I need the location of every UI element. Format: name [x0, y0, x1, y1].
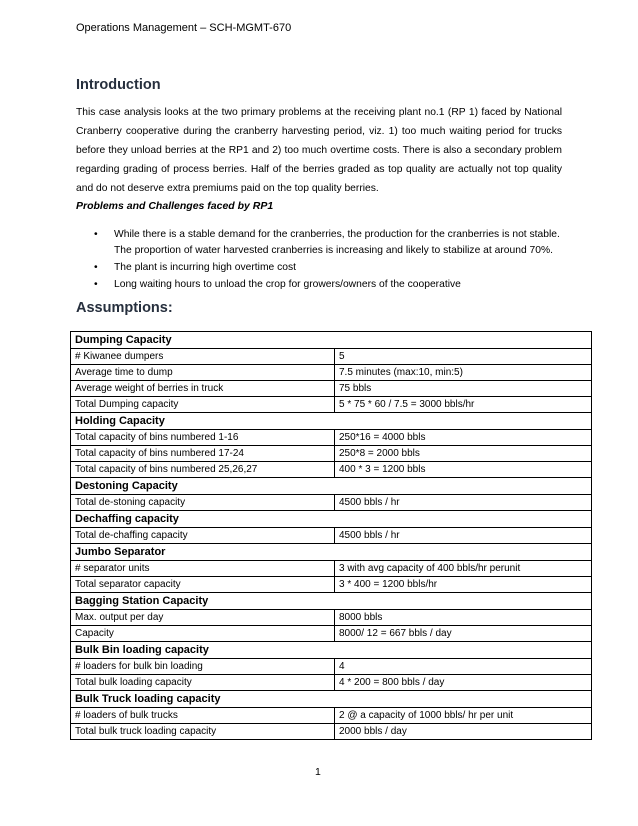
table-row — [71, 577, 592, 593]
table-cell-value: 400 * 3 = 1200 bbls — [335, 462, 592, 478]
table-cell-label: Total Dumping capacity — [71, 397, 335, 413]
section-title: Jumbo Separator — [71, 544, 592, 561]
list-item-text: The plant is incurring high overtime cost — [114, 262, 296, 273]
table-cell-value: 4 * 200 = 800 bbls / day — [335, 675, 592, 691]
section-title: Bagging Station Capacity — [71, 593, 592, 610]
list-item — [94, 260, 564, 276]
section-row — [71, 413, 592, 430]
table-cell-value: 7.5 minutes (max:10, min:5) — [335, 365, 592, 381]
table-row — [71, 659, 592, 675]
section-row — [71, 544, 592, 561]
table-cell-value: 2 @ a capacity of 1000 bbls/ hr per unit — [335, 708, 592, 724]
list-item-text: While there is a stable demand for the cranberries, the production for the cranberries is not stable. The proportion of water harvested cranberries is increasing and likely to stabilize at around 70%. — [114, 229, 560, 256]
table-cell-value: 5 * 75 * 60 / 7.5 = 3000 bbls/hr — [335, 397, 592, 413]
table-row — [71, 430, 592, 446]
section-row — [71, 642, 592, 659]
table-cell-value: 250*16 = 4000 bbls — [335, 430, 592, 446]
table-cell-label: Max. output per day — [71, 610, 335, 626]
table-cell-label: Total capacity of bins numbered 1-16 — [71, 430, 335, 446]
problems-heading: Problems and Challenges faced by RP1 — [76, 200, 274, 212]
table-row — [71, 610, 592, 626]
table-cell-label: Average time to dump — [71, 365, 335, 381]
table-cell-value: 5 — [335, 349, 592, 365]
table-cell-label: Average weight of berries in truck — [71, 381, 335, 397]
list-item — [94, 227, 564, 259]
table-cell-label: Total separator capacity — [71, 577, 335, 593]
introduction-heading: Introduction — [76, 77, 161, 93]
section-row — [71, 478, 592, 495]
section-title: Dumping Capacity — [71, 332, 592, 349]
table-cell-label: # separator units — [71, 561, 335, 577]
section-title: Bulk Truck loading capacity — [71, 691, 592, 708]
table-row — [71, 365, 592, 381]
section-title: Holding Capacity — [71, 413, 592, 430]
table-row — [71, 349, 592, 365]
table-row — [71, 561, 592, 577]
section-row — [71, 332, 592, 349]
bullet-icon: • — [94, 229, 98, 240]
table-cell-label: Total de-stoning capacity — [71, 495, 335, 511]
list-item-text: Long waiting hours to unload the crop for growers/owners of the cooperative — [114, 279, 461, 290]
table-row — [71, 446, 592, 462]
table-row — [71, 462, 592, 478]
table-cell-value: 3 with avg capacity of 400 bbls/hr perunit — [335, 561, 592, 577]
table-row — [71, 708, 592, 724]
table-cell-label: Total capacity of bins numbered 17-24 — [71, 446, 335, 462]
assumptions-heading: Assumptions: — [76, 300, 173, 316]
table-cell-label: # loaders of bulk trucks — [71, 708, 335, 724]
bullet-icon: • — [94, 279, 98, 290]
section-title: Dechaffing capacity — [71, 511, 592, 528]
table-cell-label: Total bulk truck loading capacity — [71, 724, 335, 740]
table-cell-value: 8000/ 12 = 667 bbls / day — [335, 626, 592, 642]
table-cell-label: Total de-chaffing capacity — [71, 528, 335, 544]
introduction-paragraph: This case analysis looks at the two primary problems at the receiving plant no.1 (RP 1) faced by National Cranberry cooperative during the cranberry harvesting period, viz. 1) too much waiting period for trucks before they unload berries at the RP1 and 2) too much overtime costs. There is also a secondary problem regarding grading of process berries. Half of the berries graded as top quality are actually not top quality and do not deserve extra premiums paid on the top quality berries. — [76, 107, 562, 194]
table-cell-value: 3 * 400 = 1200 bbls/hr — [335, 577, 592, 593]
section-row — [71, 593, 592, 610]
table-row — [71, 381, 592, 397]
table-cell-value: 75 bbls — [335, 381, 592, 397]
table-cell-value: 4 — [335, 659, 592, 675]
table-cell-label: Total capacity of bins numbered 25,26,27 — [71, 462, 335, 478]
page-header: Operations Management – SCH-MGMT-670 — [76, 22, 292, 34]
table-cell-value: 4500 bbls / hr — [335, 495, 592, 511]
section-title: Bulk Bin loading capacity — [71, 642, 592, 659]
table-cell-value: 4500 bbls / hr — [335, 528, 592, 544]
table-row — [71, 675, 592, 691]
assumptions-table — [70, 331, 592, 740]
table-cell-value: 2000 bbls / day — [335, 724, 592, 740]
section-title: Destoning Capacity — [71, 478, 592, 495]
section-row — [71, 511, 592, 528]
table-cell-label: # Kiwanee dumpers — [71, 349, 335, 365]
table-cell-label: Capacity — [71, 626, 335, 642]
table-cell-value: 250*8 = 2000 bbls — [335, 446, 592, 462]
list-item — [94, 277, 564, 293]
table-row — [71, 528, 592, 544]
table-row — [71, 626, 592, 642]
table-row — [71, 397, 592, 413]
table-cell-value: 8000 bbls — [335, 610, 592, 626]
table-cell-label: # loaders for bulk bin loading — [71, 659, 335, 675]
page-number: 1 — [315, 766, 321, 778]
problems-list — [94, 227, 564, 294]
table-cell-label: Total bulk loading capacity — [71, 675, 335, 691]
table-row — [71, 495, 592, 511]
table-row — [71, 724, 592, 740]
bullet-icon: • — [94, 262, 98, 273]
section-row — [71, 691, 592, 708]
